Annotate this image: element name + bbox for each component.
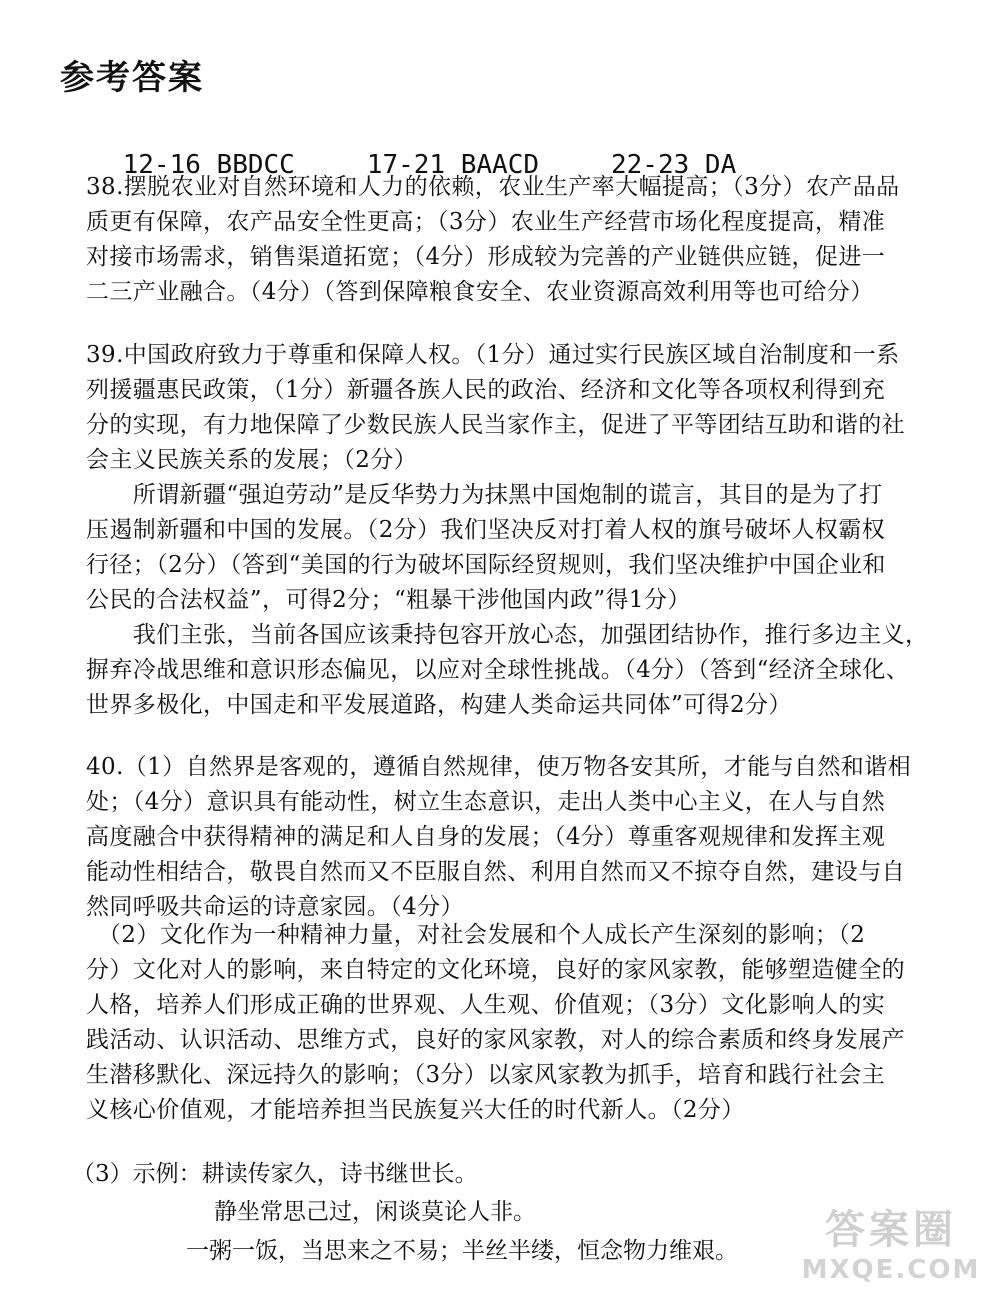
- q38-line: 对接市场需求，销售渠道拓宽；（4分）形成较为完善的产业链供应链，促进一: [86, 244, 886, 270]
- q40-line: 分）文化对人的影响，来自特定的文化环境，良好的家风家教，能够塑造健全的: [86, 957, 905, 983]
- q39-line: 世界多极化，中国走和平发展道路，构建人类命运共同体”可得2分）: [86, 692, 792, 718]
- q39-answer-part3: [86, 618, 966, 723]
- q40-line: （2）文化作为一种精神力量，对社会发展和个人成长产生深刻的影响；（2: [86, 922, 866, 948]
- choice-answers-12-16: 12-16 BBDCC: [122, 150, 295, 180]
- q40-line: 能动性相结合，敬畏自然而又不臣服自然、利用自然而又不掠夺自然，建设与自: [86, 859, 905, 885]
- q39-line: 会主义民族关系的发展；（2分）: [86, 447, 418, 473]
- q39-line: 行径；（2分）（答到“美国的行为破坏国际经贸规则，我们坚决维护中国企业和: [86, 552, 886, 578]
- q40-line: 人格，培养人们形成正确的世界观、人生观、价值观；（3分）文化影响人的实: [86, 992, 886, 1018]
- q40-answer-part2: [86, 918, 966, 1128]
- q39-answer-part1: [86, 338, 966, 478]
- q39-line: 39.中国政府致力于尊重和保障人权。（1分）通过实行民族区域自治制度和一系: [86, 342, 900, 368]
- q39-line: 列援疆惠民政策，（1分）新疆各族人民的政治、经济和文化等各项权利得到充: [86, 377, 886, 403]
- q39-line: 压遏制新疆和中国的发展。（2分）我们坚决反对打着人权的旗号破坏人权霸权: [86, 517, 886, 543]
- q40-answer-part1: [86, 750, 966, 925]
- q38-line: 质更有保障，农产品安全性更高；（3分）农业生产经营市场化程度提高，精准: [86, 209, 886, 235]
- choice-answers-22-23: 22-23 DA: [611, 150, 737, 180]
- site-watermark: [796, 1198, 986, 1290]
- q40-part3-line1: （3）示例：耕读传家久，诗书继世长。: [72, 1161, 478, 1187]
- page-title: 参考答案: [60, 58, 204, 98]
- q40-line: 践活动、认识活动、思维方式，良好的家风家教，对人的综合素质和终身发展产: [86, 1027, 905, 1053]
- q38-answer: [86, 170, 966, 310]
- q40-line: 40.（1）自然界是客观的，遵循自然规律，使万物各安其所，才能与自然和谐相: [86, 754, 912, 780]
- q39-line: 分的实现，有力地保障了少数民族人民当家作主，促进了平等团结互助和谐的社: [86, 412, 905, 438]
- q40-line: 生潜移默化、深远持久的影响；（3分）以家风家教为抓手，培育和践行社会主: [86, 1062, 886, 1088]
- q38-line: 38.摆脱农业对自然环境和人力的依赖，农业生产率大幅提高；（3分）农产品品: [86, 174, 900, 200]
- q40-line: 义核心价值观，才能培养担当民族复兴大任的时代新人。（2分）: [86, 1097, 745, 1123]
- watermark-url: MXQE.COM: [801, 1255, 981, 1285]
- q40-part3-line2: 静坐常思己过，闲谈莫论人非。: [214, 1199, 536, 1225]
- q39-line: 摒弃冷战思维和意识形态偏见，以应对全球性挑战。（4分）（答到“经济全球化、: [86, 657, 910, 683]
- q40-line: 然同呼吸共命运的诗意家园。（4分）: [86, 894, 464, 920]
- q39-line: 公民的合法权益”，可得2分；“粗暴干涉他国内政”得1分）: [86, 587, 691, 613]
- choice-answers-17-21: 17-21 BAACD: [366, 150, 539, 180]
- q38-line: 二三产业融合。（4分）（答到保障粮食安全、农业资源高效利用等也可给分）: [86, 279, 874, 305]
- q40-line: 处；（4分）意识具有能动性，树立生态意识，走出人类中心主义，在人与自然: [86, 789, 886, 815]
- watermark-logo-text: 答案圈: [825, 1207, 957, 1253]
- q39-line: 我们主张，当前各国应该秉持包容开放心态，加强团结协作，推行多边主义，: [86, 622, 929, 648]
- q40-line: 高度融合中获得精神的满足和人自身的发展；（4分）尊重客观规律和发挥主观: [86, 824, 886, 850]
- q39-line: 所谓新疆“强迫劳动”是反华势力为抹黑中国炮制的谎言，其目的是为了打: [86, 482, 883, 508]
- q40-part3-line3: 一粥一饭，当思来之不易；半丝半缕，恒念物力维艰。: [186, 1238, 738, 1264]
- q39-answer-part2: [86, 478, 966, 618]
